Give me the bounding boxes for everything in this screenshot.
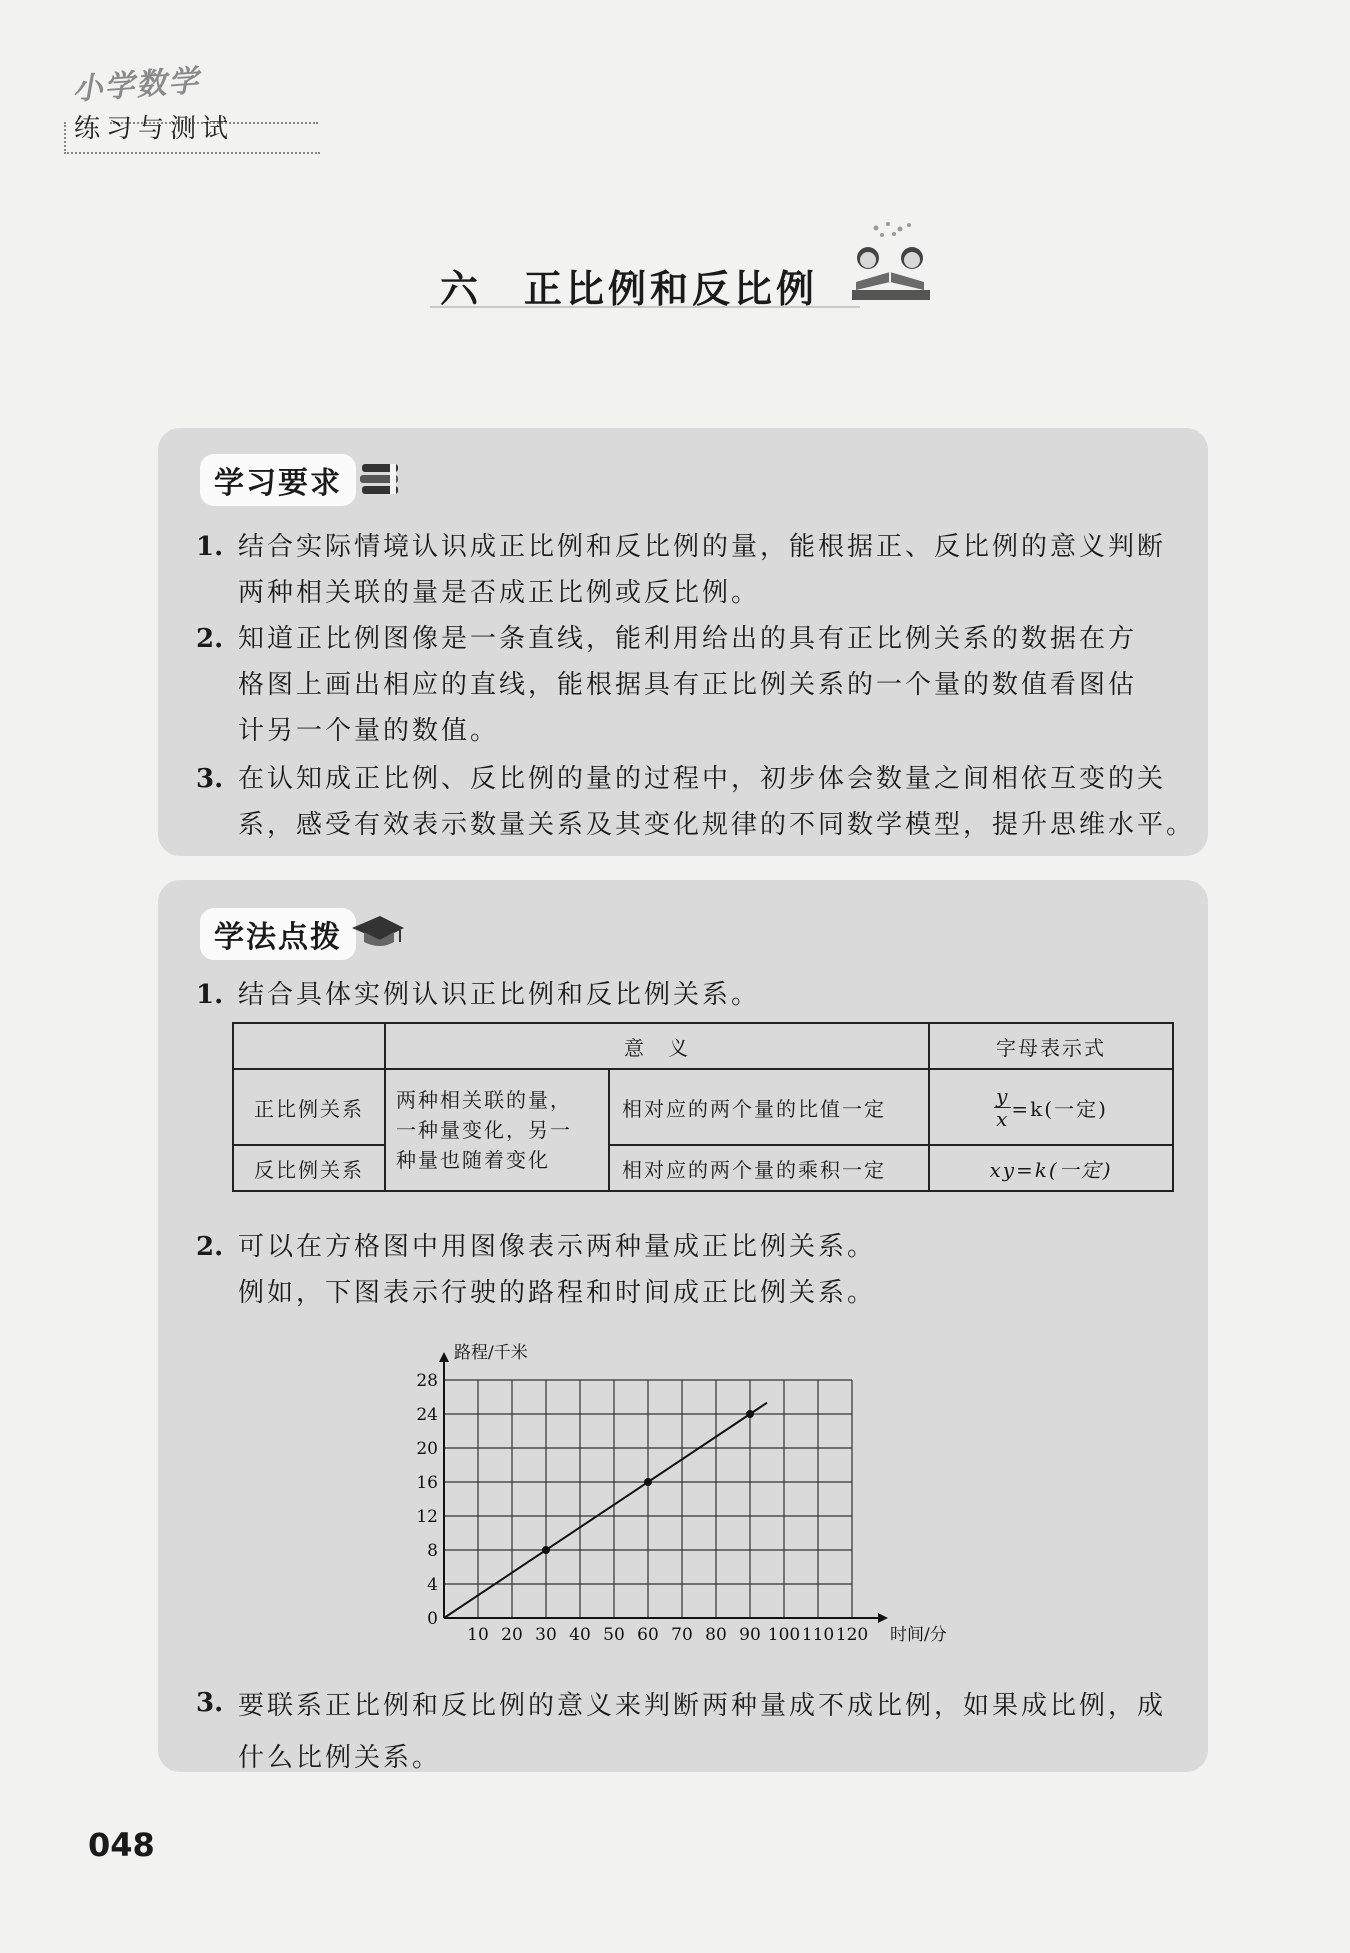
requirement-3 — [238, 756, 1195, 848]
requirement-1 — [238, 524, 1166, 616]
fraction-numerator: y — [996, 1083, 1010, 1108]
row-label-direct: 正比例关系 — [233, 1069, 385, 1145]
x-tick-label: 10 — [467, 1625, 489, 1645]
y-tick-label: 24 — [416, 1405, 438, 1425]
row-label-inverse: 反比例关系 — [233, 1145, 385, 1191]
y-tick-label: 0 — [427, 1609, 438, 1629]
chart-grid — [439, 1352, 888, 1623]
text-line: 知道正比例图像是一条直线，能利用给出的具有正比例关系的数据在方 — [238, 624, 1138, 654]
series-title: 小学数学 — [71, 63, 202, 108]
text-line: 两种相关联的量， — [396, 1088, 572, 1112]
direct-formula — [929, 1069, 1173, 1145]
x-axis-label: 时间/分 — [890, 1625, 947, 1645]
y-tick-label: 20 — [416, 1439, 438, 1459]
item-number: 2. — [196, 1232, 224, 1262]
proportion-table — [232, 1022, 1174, 1192]
item-number: 2. — [196, 624, 224, 654]
inverse-formula: xy=k(一定) — [929, 1145, 1173, 1191]
text-line: 格图上画出相应的直线，能根据具有正比例关系的一个量的数值看图估 — [238, 670, 1138, 700]
shared-meaning — [385, 1069, 609, 1191]
text-line: 种量也随着变化 — [396, 1148, 550, 1172]
y-tick-label: 12 — [416, 1507, 438, 1527]
distance-time-chart — [400, 1340, 960, 1652]
text-line: 在认知成正比例、反比例的量的过程中，初步体会数量之间相依互变的关 — [238, 764, 1167, 794]
learning-requirements-tag: 学习要求 — [200, 454, 356, 506]
learning-requirements-panel — [158, 428, 1208, 856]
x-tick-label: 120 — [835, 1625, 869, 1645]
text-line: 两种相关联的量是否成正比例或反比例。 — [238, 578, 761, 608]
text-line: 要联系正比例和反比例的意义来判断两种量成不成比例，如果成比例，成 — [238, 1691, 1167, 1721]
x-tick-label: 100 — [767, 1625, 801, 1645]
text-line: 可以在方格图中用图像表示两种量成正比例关系。 — [238, 1232, 877, 1262]
y-axis-arrow — [439, 1352, 449, 1362]
item-number: 1. — [196, 980, 224, 1010]
x-tick-label: 80 — [705, 1625, 727, 1645]
x-tick-label: 40 — [569, 1625, 591, 1645]
chapter-underline — [430, 306, 860, 308]
item-number: 3. — [196, 764, 224, 794]
data-point — [542, 1546, 550, 1554]
header-meaning: 意 义 — [385, 1023, 929, 1069]
method-1: 结合具体实例认识正比例和反比例关系。 — [238, 980, 761, 1010]
x-axis-arrow — [878, 1613, 888, 1623]
text-line: 一种量变化，另一 — [396, 1118, 572, 1142]
x-tick-label: 90 — [739, 1625, 761, 1645]
inverse-meaning: 相对应的两个量的乘积一定 — [609, 1145, 929, 1191]
text-line: 系，感受有效表示数量关系及其变化规律的不同数学模型，提升思维水平。 — [238, 810, 1196, 840]
x-tick-label: 70 — [671, 1625, 693, 1645]
y-tick-label: 28 — [416, 1371, 438, 1391]
data-point — [644, 1478, 652, 1486]
chart-marks — [444, 1403, 767, 1618]
fraction-denominator: x — [996, 1106, 1010, 1131]
books-icon — [356, 458, 404, 498]
text-line: 计另一个量的数值。 — [238, 716, 500, 746]
table-corner — [233, 1023, 385, 1069]
x-tick-label: 50 — [603, 1625, 625, 1645]
graduation-cap-icon — [350, 910, 406, 950]
data-point — [746, 1410, 754, 1418]
proportion-line — [444, 1403, 767, 1618]
x-tick-label: 30 — [535, 1625, 557, 1645]
chapter-title: 六 正比例和反比例 — [440, 266, 819, 311]
direct-meaning: 相对应的两个量的比值一定 — [609, 1069, 929, 1145]
item-number: 3. — [196, 1688, 224, 1718]
requirement-2 — [238, 616, 1137, 754]
x-tick-label: 20 — [501, 1625, 523, 1645]
text-line: 例如，下图表示行驶的路程和时间成正比例关系。 — [238, 1278, 877, 1308]
fraction — [994, 1085, 1011, 1130]
formula-rest: =k(一定) — [1011, 1096, 1108, 1121]
y-tick-label: 16 — [416, 1473, 438, 1493]
method-3 — [238, 1680, 1166, 1784]
y-tick-label: 4 — [427, 1575, 438, 1595]
text-line: 结合实际情境认识成正比例和反比例的量，能根据正、反比例的意义判断 — [238, 532, 1167, 562]
y-tick-label: 8 — [427, 1541, 438, 1561]
page-number: 048 — [88, 1826, 155, 1864]
header-formula: 字母表示式 — [929, 1023, 1173, 1069]
item-number: 1. — [196, 532, 224, 562]
children-reading-book-icon — [846, 220, 936, 302]
x-tick-label: 110 — [801, 1625, 835, 1645]
text-line: 什么比例关系。 — [238, 1743, 442, 1773]
y-axis-label: 路程/千米 — [454, 1343, 528, 1363]
x-tick-label: 60 — [637, 1625, 659, 1645]
learning-methods-tag: 学法点拨 — [200, 908, 356, 960]
book-subtitle: 练习与测试 — [74, 114, 235, 144]
method-2 — [238, 1224, 876, 1316]
